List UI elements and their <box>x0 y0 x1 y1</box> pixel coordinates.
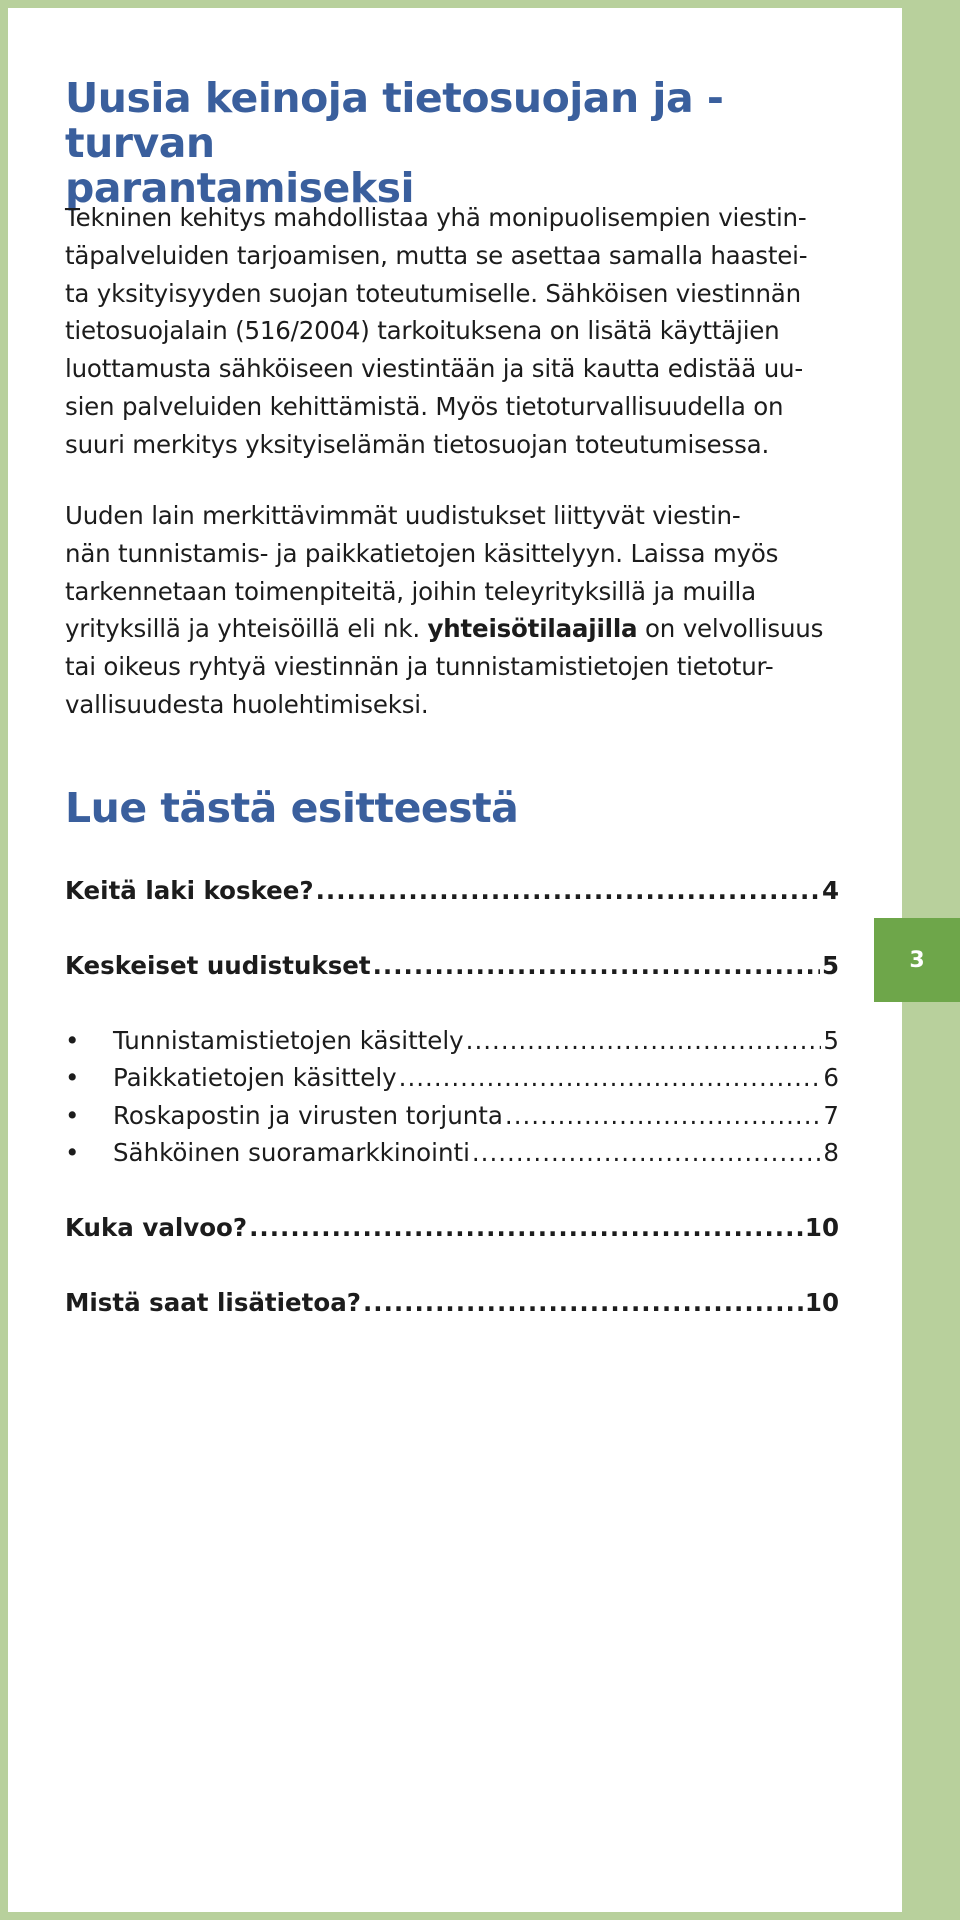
intro-line: tietosuojalain (516/2004) tarkoituksena on lisätä käyttäjien <box>65 316 780 346</box>
second-paragraph <box>65 497 855 724</box>
paragraph-text: yrityksillä ja yhteisöillä eli nk. <box>65 614 420 644</box>
toc-page-number: 5 <box>823 1026 839 1055</box>
bullet-icon: • <box>65 1101 80 1130</box>
paragraph-text: on velvollisuus <box>644 614 824 644</box>
toc-page-number: 10 <box>804 1213 839 1242</box>
page-title <box>65 76 825 211</box>
toc-leader-dots <box>472 1136 822 1170</box>
toc-entry[interactable] <box>65 949 839 983</box>
paragraph-line: vallisuudesta huolehtimiseksi. <box>65 689 429 719</box>
toc-page-number: 5 <box>821 951 839 980</box>
toc-entry-title: Keitä laki koskee? <box>65 876 314 905</box>
intro-line: täpalveluiden tarjoamisen, mutta se asettaa samalla haastei- <box>65 240 808 270</box>
toc-leader-dots <box>466 1024 822 1058</box>
intro-line: Tekninen kehitys mahdollistaa yhä monipuolisempien viestin- <box>65 203 807 232</box>
toc-entry-title: Kuka valvoo? <box>65 1213 248 1242</box>
intro-line: ta yksityisyyden suojan toteutumiselle. Sähköisen viestinnän <box>65 278 801 308</box>
toc-leader-dots <box>316 874 820 908</box>
toc-entry[interactable] <box>65 1211 839 1245</box>
intro-line: suuri merkitys yksityiselämän tietosuojan toteutumisessa. <box>65 429 770 459</box>
toc-entry-title: Mistä saat lisätietoa? <box>65 1288 361 1317</box>
document-page <box>8 8 902 1912</box>
intro-paragraph <box>65 199 855 464</box>
paragraph-line: Uuden lain merkittävimmät uudistukset liittyvät viestin- <box>65 501 741 530</box>
paragraph-line <box>65 610 855 648</box>
toc-entry-title: Sähköinen suoramarkkinointi <box>113 1138 470 1167</box>
toc-leader-dots <box>249 1211 803 1245</box>
toc-page-number: 4 <box>821 876 839 905</box>
paragraph-line: nän tunnistamis- ja paikkatietojen käsittelyyn. Laissa myös <box>65 538 779 568</box>
toc-leader-dots <box>399 1061 822 1095</box>
toc-entry[interactable] <box>65 874 839 908</box>
toc-heading: Lue tästä esitteestä <box>65 784 519 832</box>
page-title-line-2: parantamiseksi <box>65 164 415 212</box>
toc-leader-dots <box>505 1099 821 1133</box>
paragraph-line: tarkennetaan toimenpiteitä, joihin teleyrityksillä ja muilla <box>65 576 756 606</box>
page-number: 3 <box>909 947 925 973</box>
intro-line: sien palveluiden kehittämistä. Myös tietoturvallisuudella on <box>65 391 784 421</box>
toc-page-number: 10 <box>804 1288 839 1317</box>
toc-page-number: 6 <box>823 1063 839 1092</box>
intro-line: luottamusta sähköiseen viestintään ja sitä kautta edistää uu- <box>65 354 804 384</box>
toc-entry-title: Keskeiset uudistukset <box>65 951 371 980</box>
bullet-icon: • <box>65 1138 80 1167</box>
toc-page-number: 8 <box>823 1138 839 1167</box>
toc-leader-dots <box>363 1286 803 1320</box>
toc-subentry[interactable] <box>65 1024 839 1058</box>
bold-term: yhteisötilaajilla <box>427 614 638 644</box>
toc-subentry[interactable] <box>65 1136 839 1170</box>
toc-entry-title: Paikkatietojen käsittely <box>113 1063 397 1092</box>
toc-subentry[interactable] <box>65 1099 839 1133</box>
page-title-line-1: Uusia keinoja tietosuojan ja -turvan <box>65 74 724 167</box>
toc-leader-dots <box>373 949 820 983</box>
bullet-icon: • <box>65 1026 80 1055</box>
page-number-tab <box>874 918 960 1002</box>
toc-entry-title: Roskapostin ja virusten torjunta <box>113 1101 503 1130</box>
toc-entry-title: Tunnistamistietojen käsittely <box>113 1026 464 1055</box>
toc-entry[interactable] <box>65 1286 839 1320</box>
toc-subentry[interactable] <box>65 1061 839 1095</box>
toc-page-number: 7 <box>823 1101 839 1130</box>
paragraph-line: tai oikeus ryhtyä viestinnän ja tunnistamistietojen tietotur- <box>65 652 774 682</box>
bullet-icon: • <box>65 1063 80 1092</box>
